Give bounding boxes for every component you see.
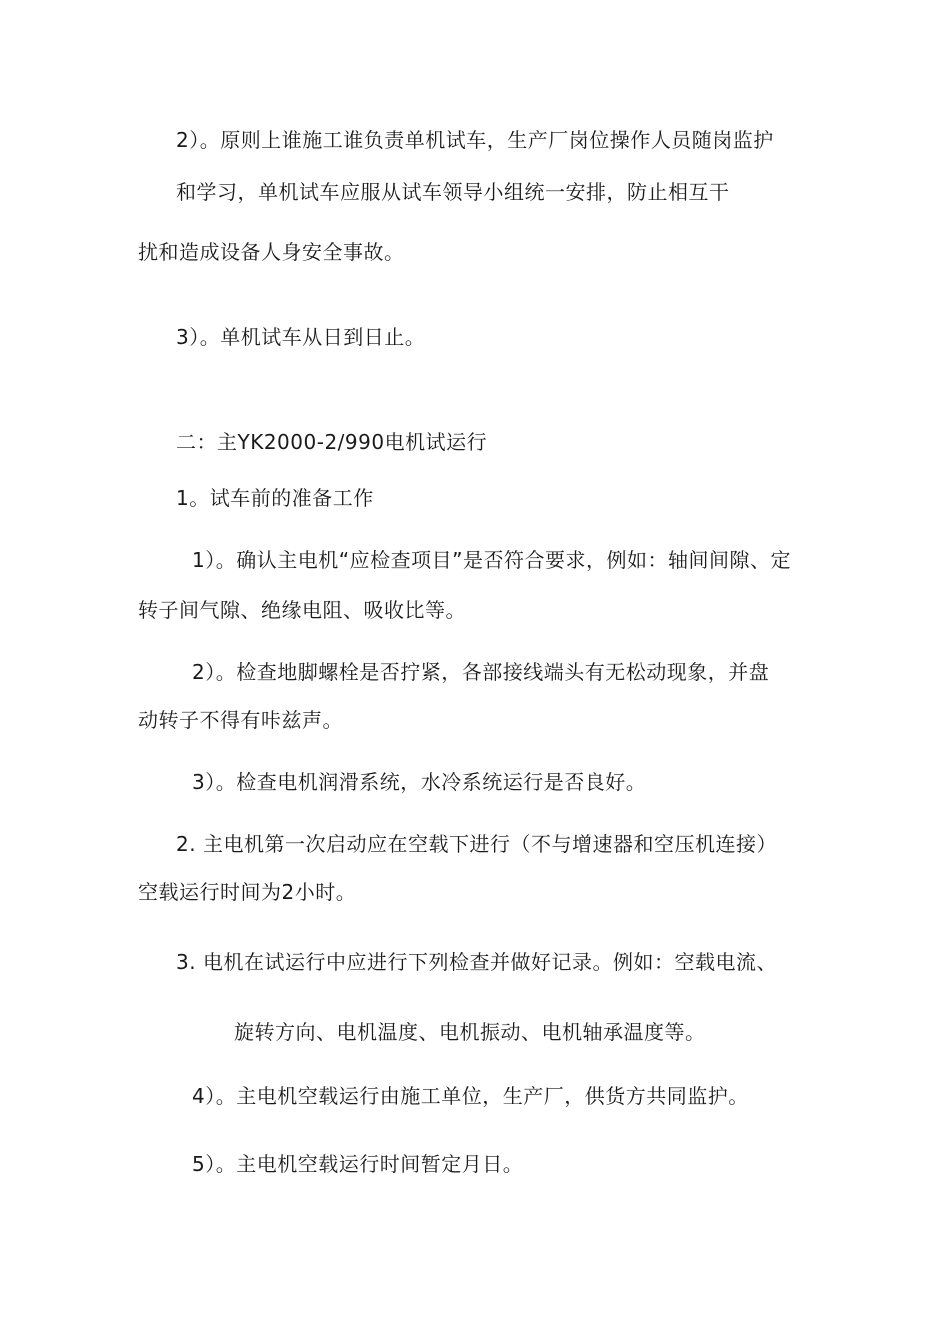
paragraph-line: 和学习，单机试车应服从试车领导小组统一安排，防止相互干 bbox=[176, 180, 730, 204]
paragraph-line: 1）。确认主电机“应检查项目”是否符合要求，例如：轴间间隙、定 bbox=[192, 548, 791, 572]
section-heading: 二：主YK2000-2/990电机试运行 bbox=[176, 430, 488, 454]
paragraph-line: 扰和造成设备人身安全事故。 bbox=[138, 240, 405, 264]
paragraph-line: 旋转方向、电机温度、电机振动、电机轴承温度等。 bbox=[234, 1020, 706, 1044]
paragraph-line: 3. 电机在试运行中应进行下列检查并做好记录。例如：空载电流、 bbox=[176, 950, 777, 974]
paragraph-line: 空载运行时间为2小时。 bbox=[138, 880, 357, 904]
paragraph-line: 2）。检查地脚螺栓是否拧紧，各部接线端头有无松动现象，并盘 bbox=[192, 660, 770, 684]
paragraph-line: 3）。单机试车从日到日止。 bbox=[176, 325, 426, 349]
paragraph-line: 2）。原则上谁施工谁负责单机试车，生产厂岗位操作人员随岗监护 bbox=[176, 128, 774, 152]
paragraph-line: 2. 主电机第一次启动应在空载下进行（不与增速器和空压机连接） bbox=[176, 832, 777, 856]
paragraph-line: 动转子不得有咔兹声。 bbox=[138, 708, 343, 732]
paragraph-line: 5）。主电机空载运行时间暂定月日。 bbox=[192, 1152, 524, 1176]
subsection-heading: 1。试车前的准备工作 bbox=[176, 486, 374, 510]
paragraph-line: 3）。检查电机润滑系统，水冷系统运行是否良好。 bbox=[192, 770, 647, 794]
paragraph-line: 转子间气隙、绝缘电阻、吸收比等。 bbox=[138, 598, 466, 622]
paragraph-line: 4）。主电机空载运行由施工单位，生产厂，供货方共同监护。 bbox=[192, 1084, 749, 1108]
